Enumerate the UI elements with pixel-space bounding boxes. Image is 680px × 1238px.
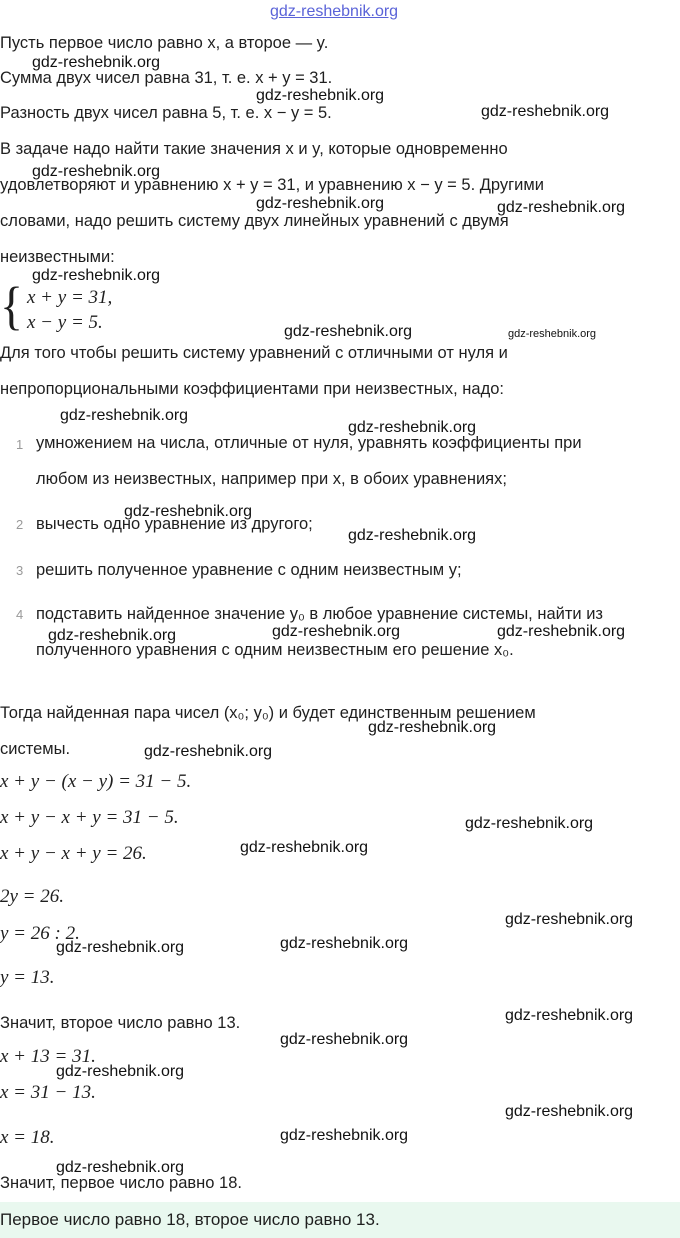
- step-number: 4: [16, 607, 24, 622]
- text-line: Значит, второе число равно 13.: [0, 1014, 241, 1032]
- text-line: Пусть первое число равно x, а второе — y.: [0, 34, 329, 52]
- text-line: неизвестными:: [0, 248, 115, 266]
- text-line: Значит, первое число равно 18.: [0, 1174, 242, 1192]
- watermark: gdz-reshebnik.org: [124, 503, 253, 520]
- step-text: решить полученное уравнение с одним неизвестным y;: [36, 561, 462, 579]
- equation: x + 13 = 31.: [0, 1046, 96, 1067]
- equation: x = 31 − 13.: [0, 1082, 96, 1103]
- step-text: умножением на числа, отличные от нуля, уравнять коэффициенты при: [36, 434, 582, 452]
- watermark: gdz-reshebnik.org: [284, 323, 413, 340]
- equation: y = 13.: [0, 967, 55, 988]
- watermark: gdz-reshebnik.org: [505, 911, 634, 928]
- watermark: gdz-reshebnik.org: [508, 328, 597, 340]
- watermark: gdz-reshebnik.org: [256, 195, 385, 212]
- watermark: gdz-reshebnik.org: [48, 627, 177, 644]
- watermark: gdz-reshebnik.org: [368, 719, 497, 736]
- system-equation-1: x + y = 31,: [27, 287, 113, 308]
- watermark: gdz-reshebnik.org: [32, 54, 161, 71]
- text-line: В задаче надо найти такие значения x и y, которые одновременно: [0, 140, 508, 158]
- text-line: удовлетворяют и уравнению x + y = 31, и уравнению x − y = 5. Другими: [0, 176, 544, 194]
- equation: x + y − (x − y) = 31 − 5.: [0, 771, 192, 792]
- text-line: Сумма двух чисел равна 31, т. е. x + y = 31.: [0, 69, 333, 87]
- watermark: gdz-reshebnik.org: [280, 1031, 409, 1048]
- step-text: любом из неизвестных, например при x, в обоих уравнениях;: [36, 470, 507, 488]
- watermark: gdz-reshebnik.org: [505, 1103, 634, 1120]
- step-text: вычесть одно уравнение из другого;: [36, 515, 313, 533]
- watermark: gdz-reshebnik.org: [272, 623, 401, 640]
- equation: y = 26 : 2.: [0, 923, 80, 944]
- text-line: Разность двух чисел равна 5, т. е. x − y = 5.: [0, 104, 332, 122]
- system-equation-2: x − y = 5.: [27, 312, 103, 333]
- watermark: gdz-reshebnik.org: [56, 1063, 185, 1080]
- watermark-link[interactable]: gdz-reshebnik.org: [270, 3, 399, 20]
- text-line: непропорциональными коэффициентами при неизвестных, надо:: [0, 380, 504, 398]
- answer-text: Первое число равно 18, второе число равно 13.: [0, 1210, 380, 1229]
- watermark: gdz-reshebnik.org: [240, 839, 369, 856]
- equation: x + y − x + y = 31 − 5.: [0, 807, 179, 828]
- step-number: 3: [16, 563, 24, 578]
- watermark: gdz-reshebnik.org: [348, 419, 477, 436]
- watermark: gdz-reshebnik.org: [505, 1007, 634, 1024]
- watermark: gdz-reshebnik.org: [280, 935, 409, 952]
- watermark: gdz-reshebnik.org: [497, 199, 626, 216]
- system-brace: {: [0, 277, 24, 336]
- watermark: gdz-reshebnik.org: [465, 815, 594, 832]
- text-line: Для того чтобы решить систему уравнений с отличными от нуля и: [0, 344, 508, 362]
- step-text: полученного уравнения с одним неизвестным его решение x₀.: [36, 641, 514, 659]
- watermark: gdz-reshebnik.org: [280, 1127, 409, 1144]
- text-line: Тогда найденная пара чисел (x₀; y₀) и будет единственным решением: [0, 704, 536, 722]
- equation-with-cancellation: x + y − x + y = 26.: [0, 843, 147, 864]
- text-line: системы.: [0, 740, 71, 758]
- watermark: gdz-reshebnik.org: [256, 87, 385, 104]
- equation: 2y = 26.: [0, 886, 65, 907]
- watermark: gdz-reshebnik.org: [60, 407, 189, 424]
- watermark: gdz-reshebnik.org: [56, 1159, 185, 1176]
- watermark: gdz-reshebnik.org: [32, 163, 161, 180]
- watermark: gdz-reshebnik.org: [497, 623, 626, 640]
- equation: x = 18.: [0, 1127, 55, 1148]
- watermark: gdz-reshebnik.org: [144, 743, 273, 760]
- text-line: словами, надо решить систему двух линейных уравнений с двумя: [0, 212, 509, 230]
- watermark: gdz-reshebnik.org: [32, 267, 161, 284]
- watermark: gdz-reshebnik.org: [481, 103, 610, 120]
- answer-box: [0, 1202, 680, 1238]
- step-text: подставить найденное значение y₀ в любое уравнение системы, найти из: [36, 605, 603, 623]
- step-number: 1: [16, 437, 24, 452]
- watermark: gdz-reshebnik.org: [56, 939, 185, 956]
- watermark: gdz-reshebnik.org: [348, 527, 477, 544]
- step-number: 2: [16, 517, 24, 532]
